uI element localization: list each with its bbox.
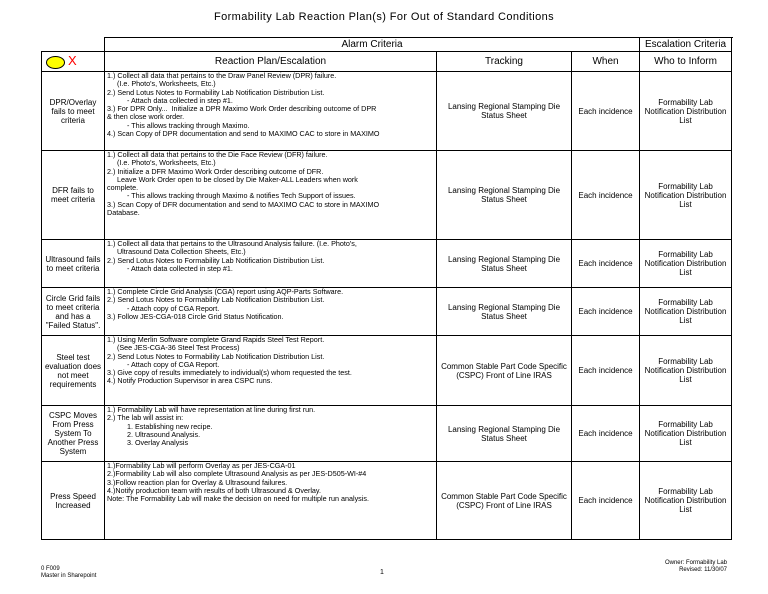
plan-line: 1.) Collect all data that pertains to the Die Face Review (DFR) failure. <box>107 150 328 159</box>
when-cell: Each incidence <box>572 151 640 240</box>
form-id: 0 F009 <box>41 566 60 572</box>
plan-line: Leave Work Order open to be closed by Die Maker-ALL Leaders when work <box>107 174 358 184</box>
footer-left <box>41 566 96 580</box>
plan-line: - This allows tracking through Maximo & notifies Tech Support of issues. <box>107 191 356 201</box>
plan-line: 2.) Send Lotus Notes to Formability Lab Notification Distribution List. <box>107 255 325 265</box>
escalation-criteria-header: Escalation Criteria <box>640 38 732 52</box>
plan-line: - Attach copy of CGA Report. <box>107 303 220 313</box>
tracking-cell: Common Stable Part Code Specific (CSPC) Front of Line IRAS <box>437 336 572 406</box>
reaction-plan-header: Reaction Plan/Escalation <box>105 52 437 72</box>
who-to-inform-cell: Formability Lab Notification Distribution List <box>640 240 732 288</box>
plan-line: complete. <box>107 183 139 193</box>
plan-line: 1.) Complete Circle Grid Analysis (CGA) report using AQP-Parts Software. <box>107 287 344 296</box>
footer-right <box>600 560 727 574</box>
owner: Owner: Formability Lab <box>664 560 727 566</box>
table-row <box>42 72 732 151</box>
master-location: Master in Sharepoint <box>41 573 97 579</box>
yellow-circle-icon <box>46 56 65 69</box>
condition-cell: DPR/Overlay fails to meet criteria <box>42 72 105 151</box>
table-row <box>42 462 732 540</box>
legend-cell <box>42 52 105 72</box>
plan-line: 1.)Formability Lab will perform Overlay as per JES-CGA-01 <box>107 461 296 470</box>
when-cell: Each incidence <box>572 406 640 462</box>
plan-line: - This allows tracking through Maximo. <box>107 120 250 130</box>
plan-line: - Attach data collected in step #1. <box>107 263 233 273</box>
plan-line: Note: The Formability Lab will make the decision on need for multiple run analysis. <box>107 494 369 504</box>
plan-line: 2. Ultrasound Analysis. <box>107 429 201 439</box>
plan-line: 3.) Follow JES-CGA-018 Circle Grid Status Notification. <box>107 311 284 321</box>
table-row <box>42 240 732 288</box>
when-cell: Each incidence <box>572 336 640 406</box>
header-row-columns <box>42 52 732 72</box>
plan-line: 2.) Send Lotus Notes to Formability Lab Notification Distribution List. <box>107 87 325 97</box>
when-cell: Each incidence <box>572 462 640 540</box>
plan-line: (See JES-CGA-36 Steel Test Process) <box>107 343 240 353</box>
reaction-plan-table <box>41 37 732 540</box>
plan-line: 1.) Using Merlin Software complete Grand Rapids Steel Test Report. <box>107 335 325 344</box>
reaction-plan-cell <box>105 462 437 540</box>
condition-cell: CSPC Moves From Press System To Another Press System <box>42 406 105 462</box>
reaction-plan-cell <box>105 240 437 288</box>
tracking-cell: Lansing Regional Stamping Die Status Sheet <box>437 406 572 462</box>
reaction-plan-cell <box>105 336 437 406</box>
tracking-cell: Common Stable Part Code Specific (CSPC) Front of Line IRAS <box>437 462 572 540</box>
condition-cell: Press Speed Increased <box>42 462 105 540</box>
who-to-inform-header: Who to Inform <box>640 52 732 72</box>
reaction-plan-cell <box>105 151 437 240</box>
revised-date: Revised: 11/30/07 <box>679 567 727 573</box>
plan-line: 1.) Formability Lab will have representation at line during first run. <box>107 405 316 414</box>
who-to-inform-cell: Formability Lab Notification Distribution List <box>640 406 732 462</box>
plan-line: 4.)Notify production team with results of both Ultrasound & Overlay. <box>107 485 321 495</box>
plan-line: 3. Overlay Analysis <box>107 438 189 448</box>
when-cell: Each incidence <box>572 72 640 151</box>
plan-line: 4.) Notify Production Supervisor in area CSPC runs. <box>107 376 273 386</box>
plan-line: 2.) Initialize a DFR Maximo Work Order describing outcome of DFR. <box>107 166 324 176</box>
condition-cell: Circle Grid fails to meet criteria and has a "Failed Status". <box>42 288 105 336</box>
plan-line: 4.) Scan Copy of DPR documentation and send to MAXIMO CAC to store in MAXIMO <box>107 129 380 139</box>
plan-line: Ultrasound Data Collection Sheets, Etc.) <box>107 247 246 257</box>
table-row <box>42 406 732 462</box>
plan-line: 2.) The lab will assist in: <box>107 413 184 423</box>
plan-line: 3.) For DPR Only... Initialize a DPR Maximo Work Order describing outcome of DPR <box>107 104 377 114</box>
reaction-plan-cell <box>105 406 437 462</box>
plan-line: Database. <box>107 208 140 218</box>
condition-cell: Ultrasound fails to meet criteria <box>42 240 105 288</box>
tracking-header: Tracking <box>437 52 572 72</box>
alarm-criteria-header: Alarm Criteria <box>105 38 640 52</box>
reaction-plan-cell <box>105 288 437 336</box>
who-to-inform-cell: Formability Lab Notification Distribution List <box>640 72 732 151</box>
plan-line: - Attach copy of CGA Report. <box>107 359 220 369</box>
plan-line: (I.e. Photo's, Worksheets, Etc.) <box>107 158 216 168</box>
plan-line: 1.) Collect all data that pertains to the Ultrasound Analysis failure. (I.e. Photo's, <box>107 239 357 248</box>
table-row <box>42 288 732 336</box>
reaction-plan-cell <box>105 72 437 151</box>
red-x-icon: X <box>68 52 77 68</box>
who-to-inform-cell: Formability Lab Notification Distribution List <box>640 336 732 406</box>
who-to-inform-cell: Formability Lab Notification Distribution List <box>640 288 732 336</box>
plan-line: 3.) Scan Copy of DFR documentation and send to MAXIMO CAC to store in MAXIMO <box>107 199 380 209</box>
plan-line: 3.) Give copy of results immediately to individual(s) whom requested the test. <box>107 368 352 378</box>
tracking-cell: Lansing Regional Stamping Die Status Sheet <box>437 288 572 336</box>
plan-line: 1. Establishing new recipe. <box>107 421 213 431</box>
when-cell: Each incidence <box>572 288 640 336</box>
when-cell: Each incidence <box>572 240 640 288</box>
table-row <box>42 151 732 240</box>
plan-line: - Attach data collected in step #1. <box>107 95 233 105</box>
who-to-inform-cell: Formability Lab Notification Distribution List <box>640 151 732 240</box>
plan-line: & then close work order. <box>107 112 185 122</box>
who-to-inform-cell: Formability Lab Notification Distribution List <box>640 462 732 540</box>
plan-line: 2.) Send Lotus Notes to Formability Lab Notification Distribution List. <box>107 351 325 361</box>
tracking-cell: Lansing Regional Stamping Die Status Sheet <box>437 240 572 288</box>
table-row <box>42 336 732 406</box>
tracking-cell: Lansing Regional Stamping Die Status Sheet <box>437 151 572 240</box>
tracking-cell: Lansing Regional Stamping Die Status Sheet <box>437 72 572 151</box>
plan-line: 1.) Collect all data that pertains to the Draw Panel Review (DPR) failure. <box>107 71 337 80</box>
plan-line: (I.e. Photo's, Worksheets, Etc.) <box>107 79 216 89</box>
page-number: 1 <box>380 569 384 576</box>
page-title: Formability Lab Reaction Plan(s) For Out of Standard Conditions <box>213 11 555 23</box>
condition-cell: DFR fails to meet criteria <box>42 151 105 240</box>
condition-cell: Steel test evaluation does not meet requirements <box>42 336 105 406</box>
plan-line: 2.) Send Lotus Notes to Formability Lab Notification Distribution List. <box>107 295 325 305</box>
plan-line: 3.)Follow reaction plan for Overlay & Ultrasound failures. <box>107 477 288 487</box>
header-row-top <box>42 38 732 52</box>
header-blank-cell <box>42 38 105 52</box>
plan-line: 2.)Formability Lab will also complete Ultrasound Analysis as per JES-D505-WI-#4 <box>107 469 367 479</box>
when-header: When <box>572 52 640 72</box>
